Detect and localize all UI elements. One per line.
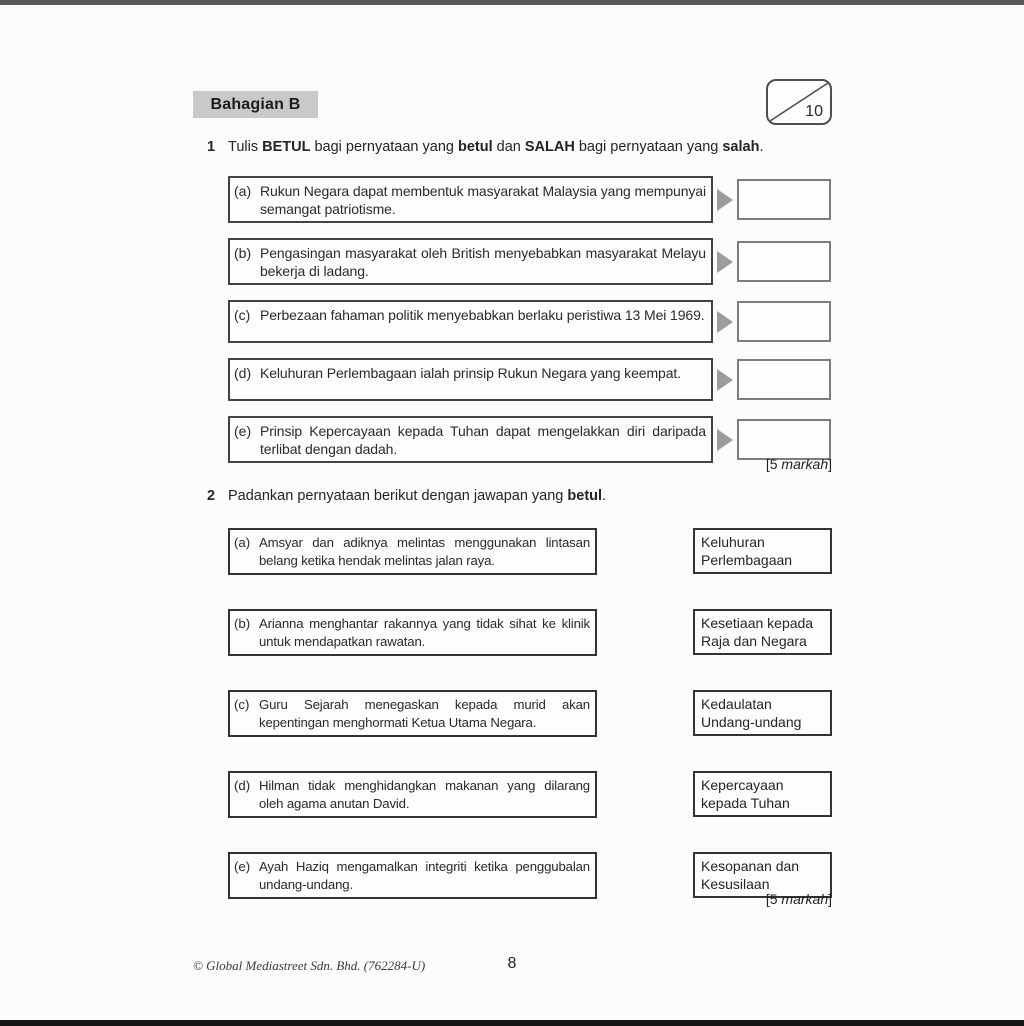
question1-number: 1 bbox=[207, 139, 216, 155]
question1-prompt-text: Tulis BETUL bagi pernyataan yang betul dan SALAH bagi pernyataan yang salah. bbox=[228, 139, 764, 155]
arrow-right-icon bbox=[717, 189, 733, 211]
question1-marks: [5 markah] bbox=[765, 456, 832, 472]
answer-option-box[interactable]: Kedaulatan Undang-undang bbox=[693, 690, 832, 736]
true-false-row bbox=[228, 300, 832, 343]
true-false-row bbox=[228, 358, 832, 401]
score-box[interactable] bbox=[766, 79, 832, 125]
statement-box bbox=[228, 176, 713, 223]
statement-text: Keluhuran Perlembagaan ialah prinsip Rukun Negara yang keempat. bbox=[260, 365, 681, 381]
matching-row bbox=[228, 609, 832, 656]
question2-number: 2 bbox=[207, 488, 216, 504]
question2-prompt-text: Padankan pernyataan berikut dengan jawapan yang betul. bbox=[228, 488, 607, 504]
statement-text: Guru Sejarah menegaskan kepada murid akan kepentingan menghormati Ketua Utama Negara. bbox=[259, 697, 590, 730]
scan-bottom-edge bbox=[0, 1020, 1024, 1026]
section-label-text: Bahagian B bbox=[210, 95, 301, 113]
arrow-right-icon bbox=[717, 251, 733, 273]
section-label bbox=[193, 91, 318, 118]
arrow-right-icon bbox=[717, 369, 733, 391]
item-label: (b) bbox=[234, 245, 252, 261]
footer-page-number: 8 bbox=[507, 955, 517, 972]
question1-rows bbox=[228, 176, 832, 478]
arrow-right-icon bbox=[717, 429, 733, 451]
statement-box bbox=[228, 690, 597, 737]
statement-box bbox=[228, 238, 713, 285]
statement-text: Amsyar dan adiknya melintas menggunakan lintasan belang ketika hendak melintas jalan raya. bbox=[259, 535, 590, 568]
matching-row bbox=[228, 771, 832, 818]
statement-text: Ayah Haziq mengamalkan integriti ketika penggubalan undang-undang. bbox=[259, 859, 590, 892]
item-label: (e) bbox=[234, 859, 251, 874]
statement-text: Hilman tidak menghidangkan makanan yang dilarang oleh agama anutan David. bbox=[259, 778, 590, 811]
statement-text: Pengasingan masyarakat oleh British menyebabkan masyarakat Melayu bekerja di ladang. bbox=[260, 245, 706, 279]
footer-copyright: © Global Mediastreet Sdn. Bhd. (762284-U) bbox=[193, 958, 426, 973]
answer-write-in-box[interactable] bbox=[737, 241, 831, 282]
matching-row bbox=[228, 528, 832, 575]
statement-text: Rukun Negara dapat membentuk masyarakat Malaysia yang mempunyai semangat patriotisme. bbox=[260, 183, 706, 217]
item-label: (c) bbox=[234, 307, 251, 323]
question1-prompt bbox=[207, 139, 763, 155]
statement-box bbox=[228, 528, 597, 575]
statement-box bbox=[228, 300, 713, 343]
statement-text: Perbezaan fahaman politik menyebabkan berlaku peristiwa 13 Mei 1969. bbox=[260, 307, 705, 323]
answer-write-in-box[interactable] bbox=[737, 359, 831, 400]
true-false-row bbox=[228, 238, 832, 285]
scan-top-edge bbox=[0, 0, 1024, 5]
statement-text: Prinsip Kepercayaan kepada Tuhan dapat mengelakkan diri daripada terlibat dengan dadah. bbox=[260, 423, 706, 457]
statement-box bbox=[228, 358, 713, 401]
answer-write-in-box[interactable] bbox=[737, 301, 831, 342]
item-label: (b) bbox=[234, 616, 251, 631]
answer-write-in-box[interactable] bbox=[737, 419, 831, 460]
item-label: (d) bbox=[234, 365, 252, 381]
statement-box bbox=[228, 771, 597, 818]
answer-write-in-box[interactable] bbox=[737, 179, 831, 220]
statement-box bbox=[228, 609, 597, 656]
statement-text: Arianna menghantar rakannya yang tidak sihat ke klinik untuk mendapatkan rawatan. bbox=[259, 616, 590, 649]
item-label: (c) bbox=[234, 697, 250, 712]
item-label: (a) bbox=[234, 183, 252, 199]
matching-row bbox=[228, 690, 832, 737]
answer-option-box[interactable]: Kesopanan dan Kesusilaan bbox=[693, 852, 832, 898]
item-label: (a) bbox=[234, 535, 251, 550]
answer-option-box[interactable]: Kesetiaan kepada Raja dan Negara bbox=[693, 609, 832, 655]
answer-option-box[interactable]: Kepercayaan kepada Tuhan bbox=[693, 771, 832, 817]
question2-prompt bbox=[207, 488, 606, 504]
item-label: (e) bbox=[234, 423, 252, 439]
item-label: (d) bbox=[234, 778, 251, 793]
answer-option-box[interactable]: Keluhuran Perlembagaan bbox=[693, 528, 832, 574]
question2-marks: [5 markah] bbox=[765, 891, 832, 907]
true-false-row bbox=[228, 176, 832, 223]
question2-rows bbox=[228, 528, 832, 933]
arrow-right-icon bbox=[717, 311, 733, 333]
score-total-value: 10 bbox=[805, 103, 823, 120]
